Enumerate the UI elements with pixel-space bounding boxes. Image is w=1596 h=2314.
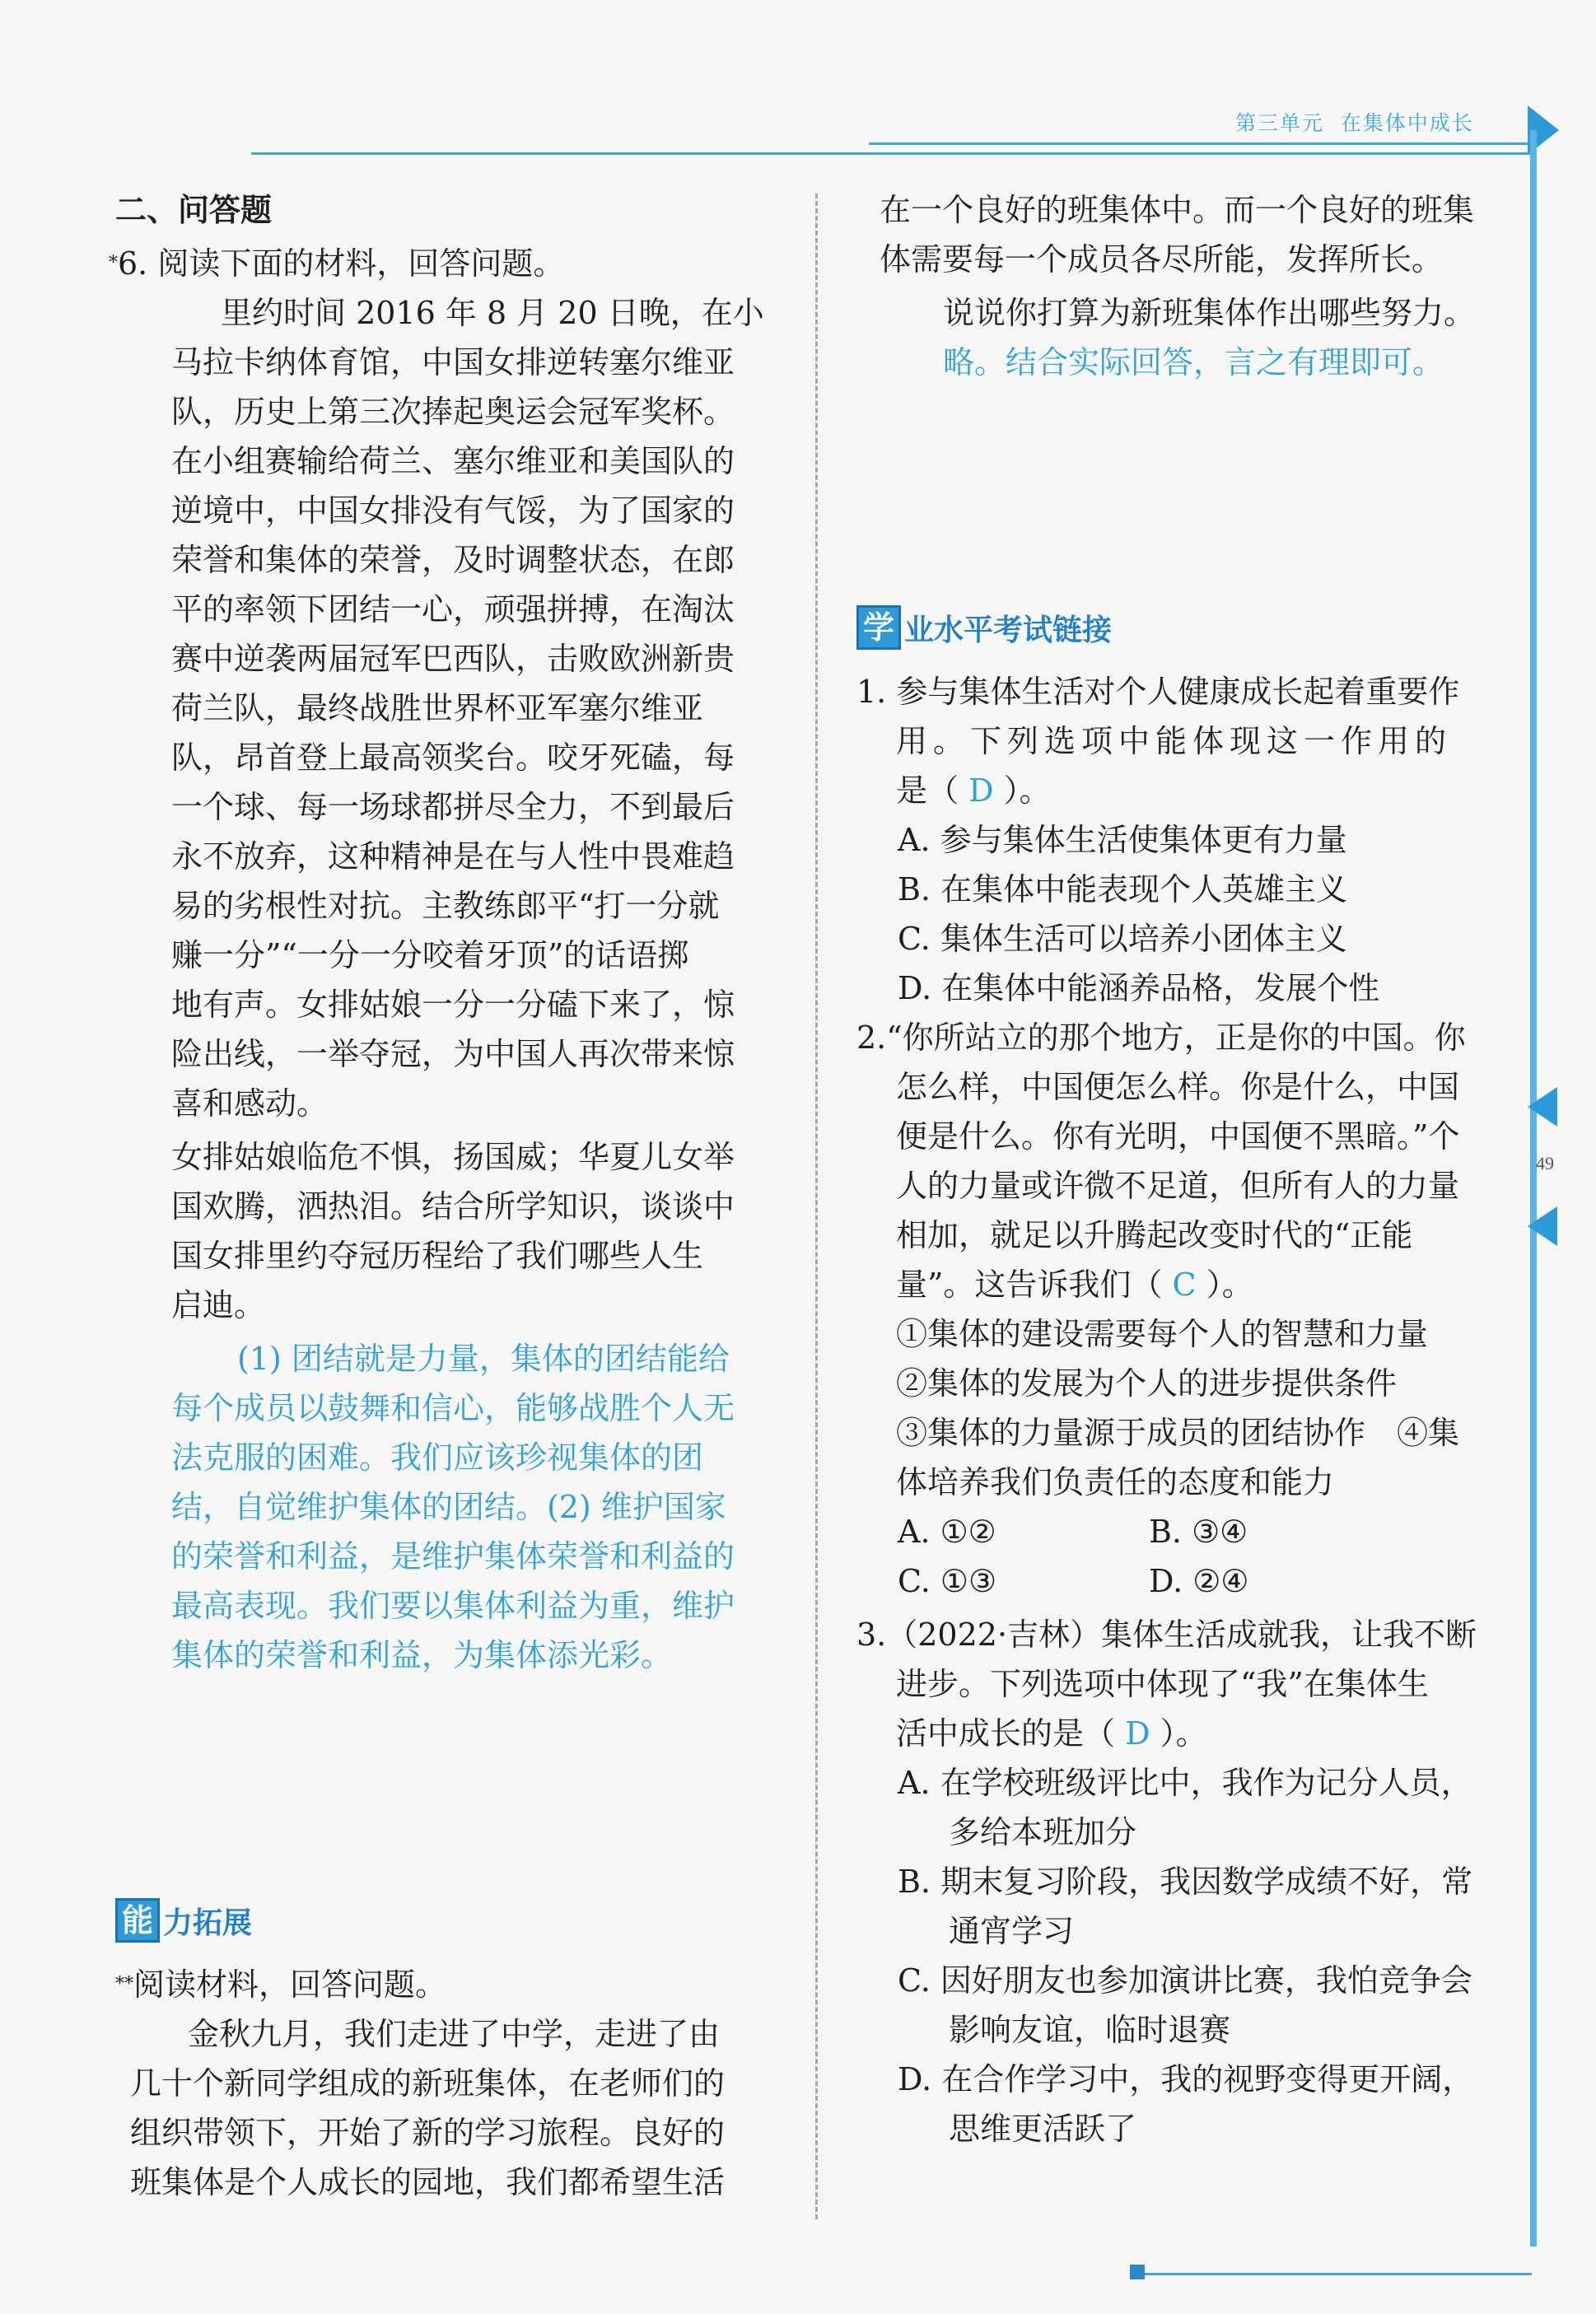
q6-line: 险出线，一举夺冠，为中国人再次带来惊 xyxy=(171,1036,735,1072)
q2-item: ①集体的建设需要每个人的智慧和力量 xyxy=(896,1316,1429,1352)
q6-answer-line: 的荣誉和利益，是维护集体荣誉和利益的 xyxy=(171,1538,735,1575)
q2-option-c: C. ①③ xyxy=(898,1563,997,1599)
q3-answer: D xyxy=(1125,1715,1150,1752)
ability-extension-badge xyxy=(115,1898,252,1943)
header-rule xyxy=(251,152,1532,155)
q2-item: 体培养我们负责任的态度和能力 xyxy=(896,1464,1335,1500)
stem-text: 活中成长的是（ xyxy=(896,1715,1116,1752)
badge-char: 能 xyxy=(115,1898,160,1943)
running-header xyxy=(1235,107,1474,137)
ability-stem: 阅读材料，回答问题。 xyxy=(133,1966,447,2003)
q3-stem: 进步。下列选项中体现了“我”在集体生 xyxy=(896,1666,1429,1702)
q6-question: 国欢腾，洒热泪。结合所学知识，谈谈中 xyxy=(171,1188,735,1225)
q1-stem: 1. 参与集体生活对个人健康成长起着重要作 xyxy=(856,674,1460,710)
q2-option-b: B. ③④ xyxy=(1149,1514,1248,1550)
ability-prompt xyxy=(115,1960,446,2009)
q6-line: 地有声。女排姑娘一分一分磕下来了，惊 xyxy=(171,987,735,1023)
q2-option-d: D. ②④ xyxy=(1149,1563,1249,1599)
q6-line: 队，历史上第三次捧起奥运会冠军奖杯。 xyxy=(171,394,735,430)
badge-title: 业水平考试链接 xyxy=(904,613,1113,647)
q3-stem-end xyxy=(896,1709,1207,1758)
badge-title: 力拓展 xyxy=(163,1906,253,1940)
q6-answer-line: 法克服的困难。我们应该珍视集体的团 xyxy=(171,1439,704,1476)
cont-line: 体需要每一个成员各尽所能，发挥所长。 xyxy=(880,241,1444,278)
q6-line: 易的劣根性对抗。主教练郎平“打一分就 xyxy=(171,888,720,924)
footer-square xyxy=(1130,2265,1145,2279)
q6-line: 逆境中，中国女排没有气馁，为了国家的 xyxy=(171,492,735,529)
q3-option-a: A. 在学校班级评比中，我作为记分人员， xyxy=(898,1765,1472,1801)
q6-line: 荷兰队，最终战胜世界杯亚军塞尔维亚 xyxy=(171,690,704,726)
unit-label: 第三单元 xyxy=(1235,111,1325,135)
q1-option-c: C. 集体生活可以培养小团体主义 xyxy=(898,921,1347,957)
q6-stem: 6. 阅读下面的材料，回答问题。 xyxy=(118,245,565,282)
badge-char: 学 xyxy=(856,605,901,650)
q6-line: 永不放弃，这种精神是在与人性中畏难趋 xyxy=(171,838,735,875)
ability-line: 金秋九月，我们走进了中学，走进了由 xyxy=(188,2016,721,2052)
q6-line: 赚一分”“一分一分咬着牙顶”的话语掷 xyxy=(171,937,689,973)
cont-line: 在一个良好的班集体中。而一个良好的班集 xyxy=(880,192,1475,228)
q2-stem: 相加，就足以升腾起改变时代的“正能 xyxy=(896,1217,1413,1253)
q3-option-c: C. 因好朋友也参加演讲比赛，我怕竞争会 xyxy=(898,1962,1472,1999)
stem-text: ）。 xyxy=(1206,1267,1253,1303)
page-tab-lower xyxy=(1528,1206,1557,1246)
q6-line: 喜和感动。 xyxy=(171,1085,329,1122)
q3-option-d: D. 在合作学习中，我的视野变得更开阔， xyxy=(898,2061,1474,2097)
q6-line: 在小组赛输给荷兰、塞尔维亚和美国队的 xyxy=(171,443,735,479)
stem-text: 是（ xyxy=(896,772,959,809)
footer-rule xyxy=(1136,2273,1532,2275)
q3-option-d-cont: 思维更活跃了 xyxy=(949,2111,1137,2147)
q6-answer-line: 集体的荣誉和利益，为集体添光彩。 xyxy=(171,1637,673,1673)
q2-stem: 2.“你所站立的那个地方，正是你的中国。你 xyxy=(856,1019,1466,1056)
q1-stem: 用。下列选项中能体现这一作用的 xyxy=(896,723,1453,759)
q6-line: 一个球、每一场球都拼尽全力，不到最后 xyxy=(171,789,735,825)
q6-answer-line: (1) 团结就是力量，集体的团结能给 xyxy=(237,1341,730,1377)
section-title: 二、问答题 xyxy=(115,192,273,228)
q6-question: 女排姑娘临危不惧，扬国威；华夏儿女举 xyxy=(171,1139,735,1175)
q2-item: ③集体的力量源于成员的团结协作 ④集 xyxy=(896,1415,1460,1451)
q6-header xyxy=(109,239,564,288)
q3-option-a-cont: 多给本班加分 xyxy=(949,1814,1137,1850)
q2-item: ②集体的发展为个人的进步提供条件 xyxy=(896,1365,1398,1402)
q6-line: 荣誉和集体的荣誉，及时调整状态，在郎 xyxy=(171,542,735,578)
q3-option-b-cont: 通宵学习 xyxy=(949,1913,1075,1949)
ability-line: 班集体是个人成长的园地，我们都希望生活 xyxy=(130,2164,726,2200)
exam-link-badge xyxy=(856,605,1112,650)
q3-option-b: B. 期末复习阶段，我因数学成绩不好，常 xyxy=(898,1864,1473,1900)
q6-answer-line: 最高表现。我们要以集体利益为重，维护 xyxy=(171,1588,735,1624)
q6-line: 里约时间 2016 年 8 月 20 日晚，在小 xyxy=(221,295,764,331)
q6-question: 国女排里约夺冠历程给了我们哪些人生 xyxy=(171,1238,704,1274)
q6-line: 平的率领下团结一心，顽强拼搏，在淘汰 xyxy=(171,591,735,627)
q6-question: 启迪。 xyxy=(171,1287,266,1323)
q1-option-a: A. 参与集体生活使集体更有力量 xyxy=(898,822,1347,858)
q6-line: 马拉卡纳体育馆，中国女排逆转塞尔维亚 xyxy=(171,344,735,380)
q6-line: 队，昂首登上最高领奖台。咬牙死磕，每 xyxy=(171,739,735,776)
stem-text: 量”。这告诉我们（ xyxy=(896,1267,1163,1303)
q1-option-b: B. 在集体中能表现个人英雄主义 xyxy=(898,871,1348,907)
header-rule-top xyxy=(869,142,1532,145)
cont-answer: 略。结合实际回答，言之有理即可。 xyxy=(943,344,1444,380)
ability-line: 几十个新同学组成的新班集体，在老师们的 xyxy=(130,2065,726,2102)
unit-title: 在集体中成长 xyxy=(1340,111,1474,135)
page-number: 49 xyxy=(1536,1153,1554,1173)
difficulty-star: * xyxy=(109,253,118,273)
column-divider xyxy=(815,194,818,2219)
q2-stem-end xyxy=(896,1260,1253,1309)
q6-line: 赛中逆袭两届冠军巴西队，击败欧洲新贵 xyxy=(171,641,735,677)
q1-stem-end xyxy=(896,766,1051,815)
q2-stem: 怎么样，中国便怎么样。你是什么，中国 xyxy=(896,1069,1460,1105)
difficulty-star: ** xyxy=(115,1974,133,1994)
page-tab-upper xyxy=(1528,1087,1557,1127)
q2-stem: 便是什么。你有光明，中国便不黑暗。”个 xyxy=(896,1118,1460,1155)
stem-text: ）。 xyxy=(1003,772,1051,809)
q1-option-d: D. 在集体中能涵养品格，发展个性 xyxy=(898,970,1380,1006)
q2-stem: 人的力量或许微不足道，但所有人的力量 xyxy=(896,1168,1460,1204)
q6-answer-line: 结，自觉维护集体的团结。(2) 维护国家 xyxy=(171,1489,726,1525)
q3-stem: 3.（2022·吉林）集体生活成就我，让我不断 xyxy=(856,1617,1477,1653)
q2-answer: C xyxy=(1172,1267,1197,1303)
stem-text: ）。 xyxy=(1160,1715,1207,1752)
cont-question: 说说你打算为新班集体作出哪些努力。 xyxy=(943,295,1476,331)
q6-answer-line: 每个成员以鼓舞和信心，能够战胜个人无 xyxy=(171,1390,735,1426)
q2-option-a: A. ①② xyxy=(898,1514,996,1550)
page-edge-bar xyxy=(1530,130,1537,2246)
q1-answer: D xyxy=(968,772,994,809)
q3-option-c-cont: 影响友谊，临时退赛 xyxy=(949,2012,1231,2048)
ability-line: 组织带领下，开始了新的学习旅程。良好的 xyxy=(130,2115,726,2151)
